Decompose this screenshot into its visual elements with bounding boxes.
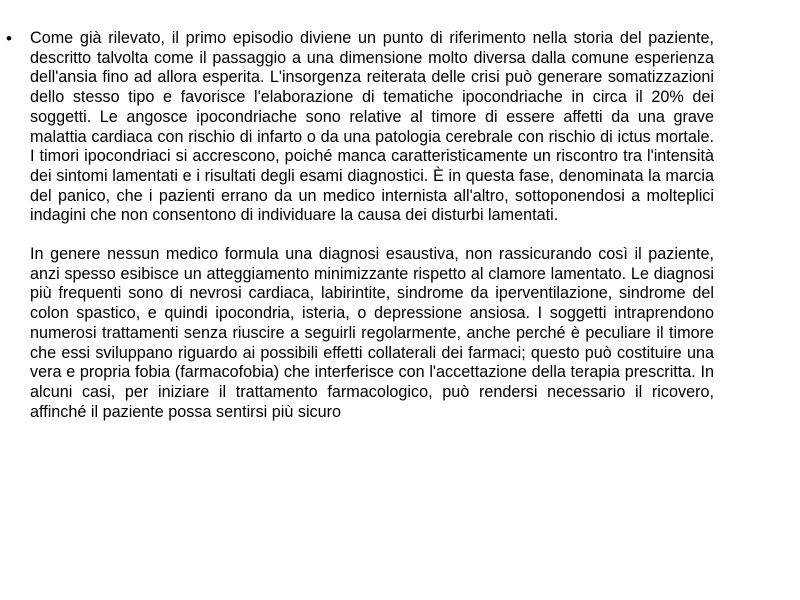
paragraph-2: In genere nessun medico formula una diagnosi esaustiva, non rassicurando così il paziente, anzi spesso esibisce un atteggiamento minimizzante rispetto al clamore lamentato. Le diagnosi più frequenti sono di nevrosi cardiaca, labirintite, sindrome da iperventilazione, sindrome del colon spastico, e quindi ipocondria, isteria, o depressione ansiosa. I soggetti intraprendono numerosi trattamenti senza riuscire a seguirli regolarmente, anche perché è peculiare il timore che essi sviluppano riguardo ai possibili effetti collaterali dei farmaci; questo può costituire una vera e propria fobia (farmacofobia) che interferisce con l'accettazione della terapia prescritta. In alcuni casi, per iniziare il trattamento farmacologico, può rendersi necessario il ricovero, affinché il paziente possa sentirsi più sicuro [30, 245, 714, 421]
paragraph-1: Come già rilevato, il primo episodio diviene un punto di riferimento nella storia del paziente, descritto talvolta come il passaggio a una dimensione molto diversa dalla comune esperienza dell'ansia fino ad allora esperita. L'insorgenza reiterata delle crisi può generare somatizzazioni dello stesso tipo e favorisce l'elaborazione di tematiche ipocondriache in circa il 20% dei soggetti. Le angosce ipocondriache sono relative al timore di essere affetti da una grave malattia cardiaca con rischio di infarto o da una patologia cerebrale con rischio di ictus mortale. I timori ipocondriaci si accrescono, poiché manca caratteristicamente un riscontro tra l'intensità dei sintomi lamentati e i risultati degli esami diagnostici. È in questa fase, denominata la marcia del panico, che i pazienti errano da un medico internista all'altro, sottoponendosi a molteplici indagini che non consentono di individuare la causa dei disturbi lamentati. [30, 29, 714, 225]
slide-body-text [30, 29, 714, 422]
bullet-icon: • [6, 29, 12, 48]
